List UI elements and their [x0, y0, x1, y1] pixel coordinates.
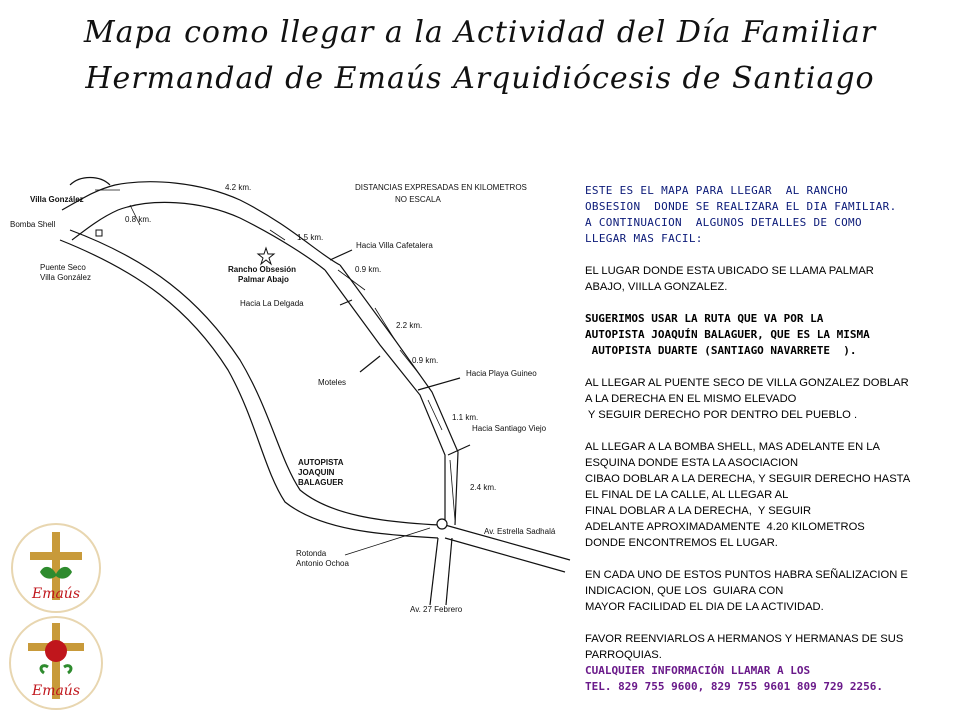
road-moteles — [360, 356, 380, 372]
road-auto-2 — [60, 240, 438, 538]
contact-paragraph: CUALQUIER INFORMACIÓN LLAMAR A LOS TEL. 829 755 9600, 829 755 9601 809 729 2256. — [585, 664, 884, 693]
label-note-2: NO ESCALA — [395, 195, 441, 204]
location-paragraph: EL LUGAR DONDE ESTA UBICADO SE LLAMA PALMAR ABAJO, VIILLA GONZALEZ. — [585, 265, 874, 293]
emaus-logo-bottom — [8, 615, 104, 711]
distance-arrows — [95, 190, 455, 520]
label-dist-42: 4.2 km. — [225, 183, 252, 192]
label-la-delgada: Hacia La Delgada — [240, 299, 304, 308]
signage-paragraph: EN CADA UNO DE ESTOS PUNTOS HABRA SEÑALIZACION E INDICACION, QUE LOS GUIARA CON MAYOR FACILIDAD EL DIA DE LA ACTIVIDAD. — [585, 569, 908, 613]
label-playa-guineo: Hacia Playa Guineo — [466, 369, 537, 378]
title-line-1: Mapa como llegar a la Actividad del Día Familiar — [83, 15, 877, 50]
label-estrella: Av. Estrella Sadhalá — [484, 527, 556, 536]
rancho-star-icon — [258, 248, 274, 264]
svg-text:Emaús: Emaús — [31, 586, 81, 602]
road-top-curve — [70, 178, 110, 186]
label-rotonda-2: Antonio Ochoa — [296, 559, 349, 568]
label-dist-24: 2.4 km. — [470, 483, 497, 492]
road-outer-1 — [62, 182, 340, 265]
label-puente-seco-1: Puente Seco — [40, 263, 86, 272]
logo-bottom-icon — [8, 615, 104, 711]
forward-paragraph: FAVOR REENVIARLOS A HERMANOS Y HERMANAS DE SUS PARROQUIAS. — [585, 633, 904, 661]
page-title — [0, 10, 960, 102]
label-autopista-2: JOAQUIN — [298, 468, 335, 477]
route-suggestion-paragraph: SUGERIMOS USAR LA RUTA QUE VA POR LA AUTOPISTA JOAQUÍN BALAGUER, QUE ES LA MISMA AUTOPISTA DUARTE (SANTIAGO NAVARRETE ). — [585, 312, 870, 357]
label-villa-gonzalez: Villa González — [30, 195, 84, 204]
label-dist-09b: 0.9 km. — [412, 356, 439, 365]
emaus-logo-top — [10, 522, 102, 614]
svg-text:Emaús: Emaús — [31, 683, 81, 699]
bomba-shell-paragraph: AL LLEGAR A LA BOMBA SHELL, MAS ADELANTE EN LA ESQUINA DONDE ESTA LA ASOCIACION CIBAO DOBLAR A LA DERECHA, Y SEGUIR DERECHO HASTA EL FINAL DE LA CALLE, AL LLEGAR AL FINAL DOBLAR A LA DERECHA, Y SEGUIR ADELANTE APROXIMADAMENTE 4.20 KILOMETROS DONDE ENCONTREMOS EL LUGAR. — [585, 441, 911, 549]
label-27-febrero: Av. 27 Febrero — [410, 605, 463, 614]
road-cafetalera — [330, 250, 352, 260]
roundabout — [437, 519, 447, 529]
road-estrella-2 — [445, 538, 565, 572]
label-autopista-1: AUTOPISTA — [298, 458, 344, 467]
road-febrero-1 — [430, 538, 438, 605]
title-line-2: Hermandad de Emaús Arquidiócesis de Santiago — [85, 61, 875, 96]
label-rancho-1: Rancho Obsesión — [228, 265, 297, 274]
puente-seco-paragraph: AL LLEGAR AL PUENTE SECO DE VILLA GONZALEZ DOBLAR A LA DERECHA EN EL MISMO ELEVADO Y SEGUIR DERECHO POR DENTRO DEL PUEBLO . — [585, 377, 909, 421]
label-autopista-3: BALAGUER — [298, 478, 344, 487]
road-vg-2 — [340, 265, 458, 525]
label-moteles: Moteles — [318, 378, 347, 387]
road-santiago-viejo — [448, 445, 470, 455]
label-dist-09a: 0.9 km. — [355, 265, 382, 274]
label-santiago-viejo: Hacia Santiago Viejo — [472, 424, 547, 433]
label-dist-22: 2.2 km. — [396, 321, 423, 330]
bomba-shell-marker — [96, 230, 102, 236]
instructions-panel — [585, 183, 953, 711]
road-playa-guineo — [418, 378, 460, 390]
label-puente-seco-2: Villa González — [40, 273, 91, 282]
rotonda-pointer — [345, 528, 430, 555]
intro-paragraph: ESTE ES EL MAPA PARA LLEGAR AL RANCHO OBSESION DONDE SE REALIZARA EL DIA FAMILIAR. A CONTINUACION ALGUNOS DETALLES DE COMO LLEGAR MAS FACIL: — [585, 184, 897, 245]
label-rotonda-1: Rotonda — [296, 549, 327, 558]
logo-top-icon — [10, 522, 102, 614]
label-dist-08: 0.8 km. — [125, 215, 152, 224]
label-bomba-shell: Bomba Shell — [10, 220, 56, 229]
label-rancho-2: Palmar Abajo — [238, 275, 289, 284]
label-dist-11: 1.1 km. — [452, 413, 479, 422]
label-dist-15: 1.5 km. — [297, 233, 324, 242]
label-villa-cafetalera: Hacia Villa Cafetalera — [356, 241, 433, 250]
road-febrero-2 — [446, 538, 452, 605]
road-outer-2 — [72, 202, 325, 270]
label-note-1: DISTANCIAS EXPRESADAS EN KILOMETROS — [355, 183, 527, 192]
